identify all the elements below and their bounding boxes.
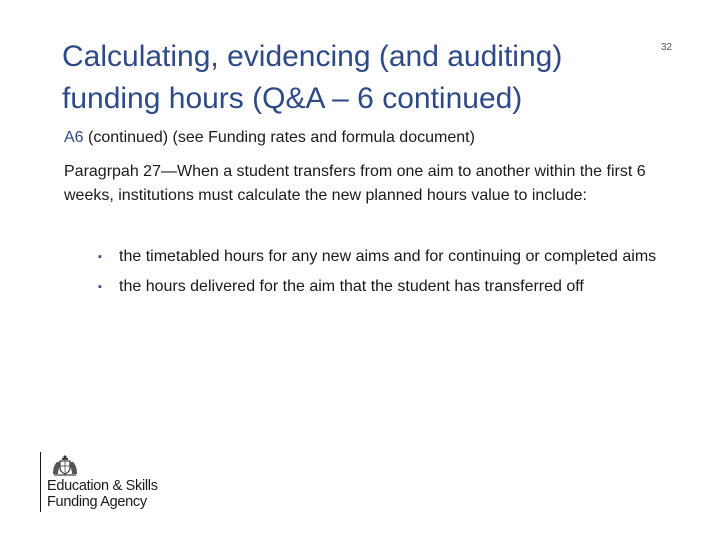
square-bullet-icon: ▪ [98,281,102,293]
bullet-list [98,245,658,305]
answer-label: A6 [64,129,84,146]
list-item [98,245,658,269]
list-item [98,275,658,299]
bullet-text: the hours delivered for the aim that the student has transferred off [119,278,584,295]
logo-divider [40,452,41,512]
answer-heading-text: (continued) (see Funding rates and formula document) [83,129,475,146]
slide-title: Calculating, evidencing (and auditing) funding hours (Q&A – 6 continued) [62,40,563,115]
bullet-text: the timetabled hours for any new aims and for continuing or completed aims [119,248,657,265]
body-paragraph: Paragrpah 27—When a student transfers from one aim to another within the first 6 weeks, institutions must calculate the new planned hours value to include: [64,163,646,204]
answer-heading [64,128,475,148]
square-bullet-icon: ▪ [98,251,102,263]
agency-logo [40,452,220,512]
logo-text-line2: Funding Agency [47,494,147,510]
logo-text-line1: Education & Skills [47,478,158,494]
slide-number: 32 [661,42,673,53]
royal-crest-icon [50,452,80,478]
